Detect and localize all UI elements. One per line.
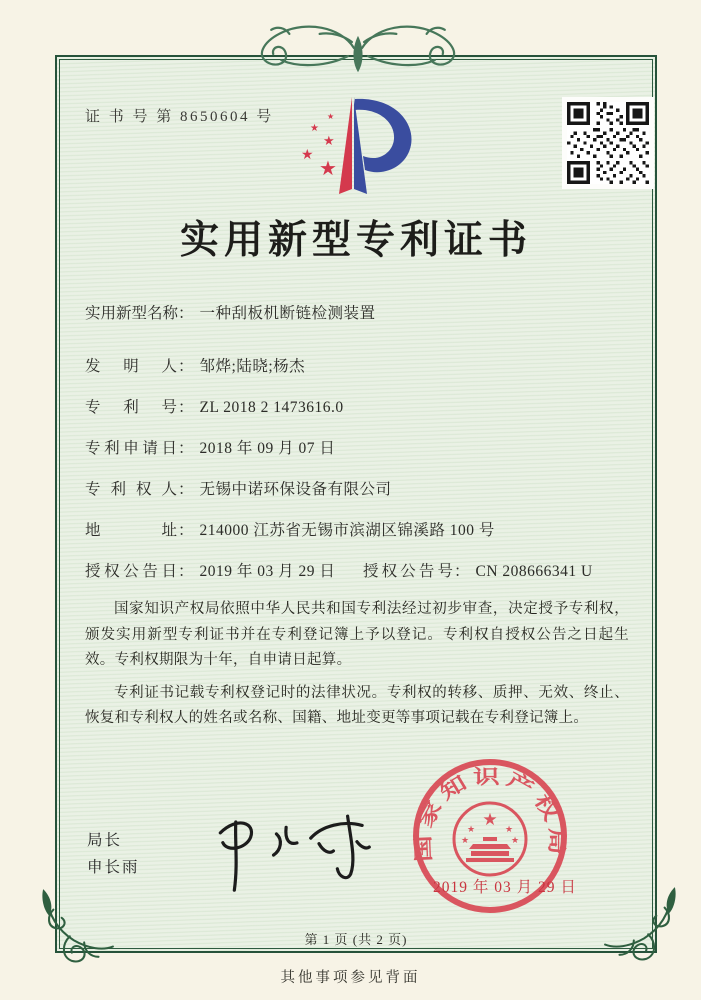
field-value: 无锡中诺环保设备有限公司 [199,481,392,498]
field-colon: ： [178,563,194,580]
svg-text:★: ★ [310,123,319,134]
legal-paragraph-1: 国家知识产权局依照中华人民共和国专利法经过初步审查，决定授予专利权，颁发实用新型专利证书并在专利登记簿上予以登记。专利权自授权公告之日起生效。专利权期限为十年，自申请日起算。 [85,601,629,668]
field-value: 邹烨;陆晓;杨杰 [199,358,306,375]
field-row-patent-no [85,397,631,418]
field-label: 授权公告日 [85,563,177,580]
field-colon: ： [178,305,194,322]
svg-text:★: ★ [319,158,337,180]
field-row-patentee [85,479,631,500]
seal-date: 2019 年 03 月 29 日 [433,879,577,896]
qr-code-icon [562,97,654,189]
field-value: 2018 年 09 月 07 日 [199,440,336,457]
certificate-title: 实用新型专利证书 [179,219,532,262]
svg-text:★: ★ [323,133,335,148]
svg-text:★: ★ [301,148,314,163]
field-label: 专利申请日 [85,440,177,457]
certificate-frame [55,55,657,953]
certificate-number: 证 书 号 第 8650604 号 [85,109,274,125]
field-colon: ： [178,440,194,457]
back-side-note: 其他事项参见背面 [280,970,421,986]
field-value: 214000 江苏省无锡市滨湖区锦溪路 100 号 [199,522,495,539]
field-colon: ： [178,358,194,375]
field-label: 发明人 [85,358,177,375]
field-colon: ： [454,563,470,580]
signer-title: 局长 [87,832,123,849]
field-colon: ： [178,399,194,416]
signer-name: 申长雨 [87,859,140,876]
field-label: 专利权人 [85,481,177,498]
field-label: 实用新型名称 [85,305,179,322]
field-value: 2019 年 03 月 29 日 [199,563,336,580]
field-row-inventors [85,356,631,377]
seal-text: 国家知识产权局 [412,766,568,863]
director-signature-icon [199,799,394,897]
svg-text:★: ★ [482,810,498,829]
svg-text:★: ★ [510,835,520,845]
field-grant-number [363,561,593,582]
field-value: ZL 2018 2 1473616.0 [199,399,344,416]
certificate-fields [85,303,631,602]
cnipa-logo-icon [283,93,431,207]
field-colon: ： [178,522,194,539]
page-number: 第 1 页 (共 2 页) [304,932,408,947]
field-row-grant-date [85,561,631,582]
top-border-dragon-ornament-icon [247,13,469,79]
signer-block [87,827,140,881]
field-value: 一种刮板机断链检测装置 [199,305,376,322]
bottom-left-flourish-icon [39,885,115,965]
field-row-address [85,520,631,541]
legal-paragraph-2: 专利证书记载专利权登记时的法律状况。专利权的转移、质押、无效、终止、恢复和专利权人的姓名或名称、国籍、地址变更等事项记载在专利登记簿上。 [85,684,629,726]
svg-text:★: ★ [504,824,514,834]
svg-text:★: ★ [466,824,476,834]
field-value: CN 208666341 U [475,563,593,580]
svg-text:★: ★ [460,835,470,845]
field-label: 专利号 [85,399,177,416]
field-label: 授权公告号 [363,563,453,580]
svg-text:★: ★ [327,112,335,121]
field-row-name [85,303,631,324]
field-label: 地址 [85,522,177,539]
field-colon: ： [178,481,194,498]
bottom-right-flourish-icon [603,883,679,963]
field-row-filing-date [85,438,631,459]
legal-text [85,597,629,732]
